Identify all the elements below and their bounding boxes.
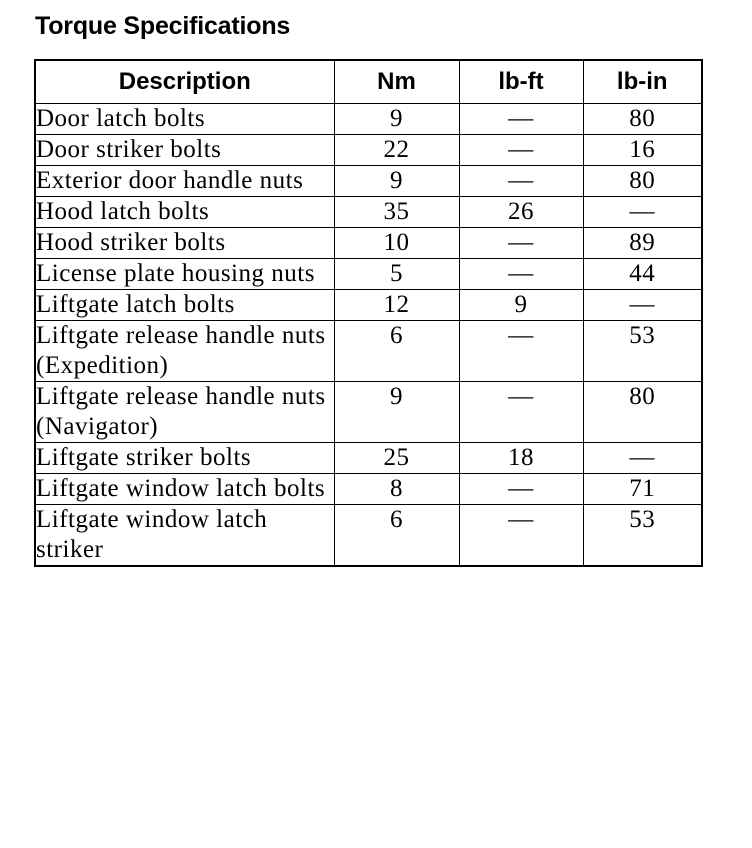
cell-lbft: 26 xyxy=(459,197,583,228)
cell-lbin: 44 xyxy=(583,259,702,290)
cell-lbin: — xyxy=(583,290,702,321)
cell-description: Hood striker bolts xyxy=(35,228,334,259)
torque-spec-table xyxy=(34,59,703,567)
cell-lbft: — xyxy=(459,321,583,382)
table-row xyxy=(35,135,702,166)
table-row xyxy=(35,259,702,290)
table-row xyxy=(35,321,702,382)
cell-lbin: — xyxy=(583,443,702,474)
cell-description: Door striker bolts xyxy=(35,135,334,166)
cell-description: Liftgate striker bolts xyxy=(35,443,334,474)
cell-lbin: 89 xyxy=(583,228,702,259)
cell-lbin: 53 xyxy=(583,321,702,382)
cell-lbin: 80 xyxy=(583,166,702,197)
cell-lbin: 53 xyxy=(583,505,702,567)
table-row xyxy=(35,104,702,135)
cell-lbft: — xyxy=(459,259,583,290)
cell-description: Hood latch bolts xyxy=(35,197,334,228)
cell-lbft: 9 xyxy=(459,290,583,321)
cell-lbft: — xyxy=(459,505,583,567)
column-header-nm: Nm xyxy=(334,60,459,104)
cell-description: License plate housing nuts xyxy=(35,259,334,290)
cell-description: Liftgate release handle nuts (Expedition) xyxy=(35,321,334,382)
column-header-lbin: lb-in xyxy=(583,60,702,104)
table-row xyxy=(35,197,702,228)
cell-nm: 9 xyxy=(334,166,459,197)
cell-nm: 12 xyxy=(334,290,459,321)
cell-lbin: 71 xyxy=(583,474,702,505)
cell-lbft: — xyxy=(459,228,583,259)
table-row xyxy=(35,290,702,321)
cell-description: Liftgate latch bolts xyxy=(35,290,334,321)
cell-lbft: — xyxy=(459,382,583,443)
column-header-description: Description xyxy=(35,60,334,104)
cell-lbft: 18 xyxy=(459,443,583,474)
cell-nm: 5 xyxy=(334,259,459,290)
cell-nm: 22 xyxy=(334,135,459,166)
table-row xyxy=(35,166,702,197)
column-header-lbft: lb-ft xyxy=(459,60,583,104)
cell-lbin: 80 xyxy=(583,382,702,443)
table-row xyxy=(35,382,702,443)
cell-nm: 6 xyxy=(334,505,459,567)
cell-nm: 10 xyxy=(334,228,459,259)
cell-nm: 8 xyxy=(334,474,459,505)
cell-nm: 9 xyxy=(334,382,459,443)
table-row xyxy=(35,443,702,474)
cell-nm: 9 xyxy=(334,104,459,135)
cell-description: Liftgate window latch striker xyxy=(35,505,334,567)
table-row xyxy=(35,228,702,259)
cell-description: Liftgate release handle nuts (Navigator) xyxy=(35,382,334,443)
cell-description: Door latch bolts xyxy=(35,104,334,135)
cell-nm: 25 xyxy=(334,443,459,474)
cell-lbft: — xyxy=(459,166,583,197)
cell-nm: 35 xyxy=(334,197,459,228)
cell-description: Exterior door handle nuts xyxy=(35,166,334,197)
table-header-row xyxy=(35,60,702,104)
cell-description: Liftgate window latch bolts xyxy=(35,474,334,505)
page-title: Torque Specifications xyxy=(35,12,291,40)
cell-lbin: 16 xyxy=(583,135,702,166)
table-row xyxy=(35,474,702,505)
cell-lbft: — xyxy=(459,104,583,135)
cell-lbft: — xyxy=(459,135,583,166)
cell-lbin: — xyxy=(583,197,702,228)
cell-nm: 6 xyxy=(334,321,459,382)
cell-lbin: 80 xyxy=(583,104,702,135)
table-row xyxy=(35,505,702,567)
cell-lbft: — xyxy=(459,474,583,505)
